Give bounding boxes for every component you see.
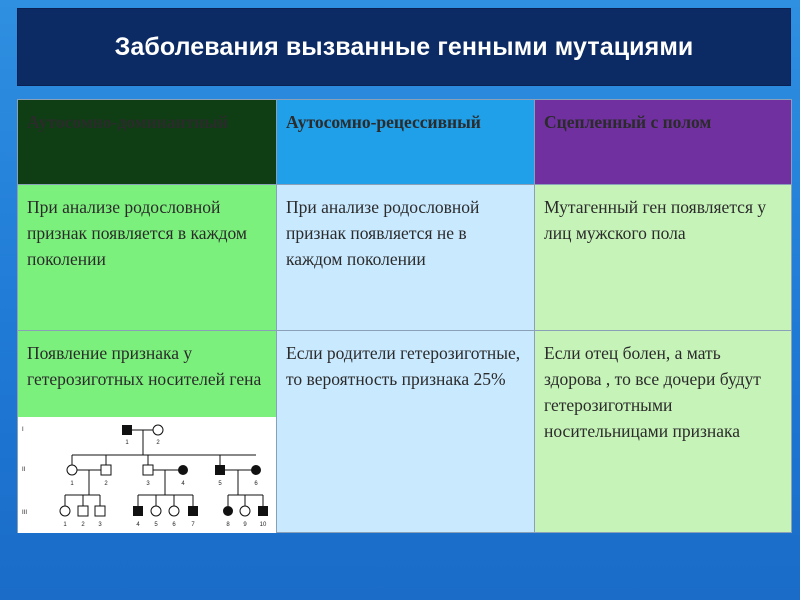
table-cell: При анализе родословной признак появляется в каждом поколении: [18, 185, 277, 331]
header-cell: Аутосомно-доминантный: [18, 100, 277, 185]
female: [169, 506, 179, 516]
individual-number: 3: [98, 522, 102, 528]
female: [151, 506, 161, 516]
affected-female: [223, 506, 233, 516]
affected-male: [215, 465, 225, 475]
table-cell: [18, 331, 277, 533]
individual-number: 7: [191, 522, 195, 528]
individual-number: 3: [146, 481, 150, 487]
generation-label: II: [22, 467, 26, 473]
female: [240, 506, 250, 516]
individual-number: 9: [243, 522, 247, 528]
table-row: [18, 331, 792, 533]
table-row: [18, 185, 792, 331]
individual-number: 8: [226, 522, 230, 528]
generation-label: I: [22, 427, 24, 433]
individual-number: 1: [63, 522, 67, 528]
title-bar: [17, 8, 791, 86]
header-row: [18, 100, 792, 185]
individual-number: 5: [218, 481, 222, 487]
generation-label: III: [22, 510, 28, 516]
female: [153, 425, 163, 435]
individual-number: 6: [172, 522, 176, 528]
female: [67, 465, 77, 475]
affected-male: [133, 506, 143, 516]
female: [60, 506, 70, 516]
male: [95, 506, 105, 516]
affected-female: [251, 465, 261, 475]
table-cell: Если родители гетерозиготные, то вероятность признака 25%: [277, 331, 535, 533]
individual-number: 4: [181, 481, 185, 487]
comparison-table: [17, 99, 792, 533]
table-cell: При анализе родословной признак появляется не в каждом поколении: [277, 185, 535, 331]
page-title: Заболевания вызванные генными мутациями: [114, 32, 694, 61]
affected-male: [258, 506, 268, 516]
affected-male: [188, 506, 198, 516]
pedigree-svg: [18, 417, 276, 533]
header-cell: Аутосомно-рецессивный: [277, 100, 535, 185]
individual-number: 1: [125, 440, 129, 446]
table-cell: Если отец болен, а мать здорова , то все дочери будут гетерозиготными носительницами признака: [535, 331, 792, 533]
individual-number: 2: [104, 481, 108, 487]
affected-male: [122, 425, 132, 435]
individual-number: 6: [254, 481, 258, 487]
cell-text: Появление признака у гетерозиготных носителей гена: [27, 343, 262, 389]
individual-number: 4: [136, 522, 140, 528]
individual-number: 10: [259, 522, 267, 528]
individual-number: 2: [81, 522, 85, 528]
individual-number: 2: [156, 440, 160, 446]
affected-female: [178, 465, 188, 475]
individual-number: 5: [154, 522, 158, 528]
individual-number: 1: [70, 481, 74, 487]
male: [101, 465, 111, 475]
header-cell: Сцепленный с полом: [535, 100, 792, 185]
pedigree-chart: [18, 417, 276, 533]
table-cell: Мутагенный ген появляется у лиц мужского пола: [535, 185, 792, 331]
male: [78, 506, 88, 516]
male: [143, 465, 153, 475]
